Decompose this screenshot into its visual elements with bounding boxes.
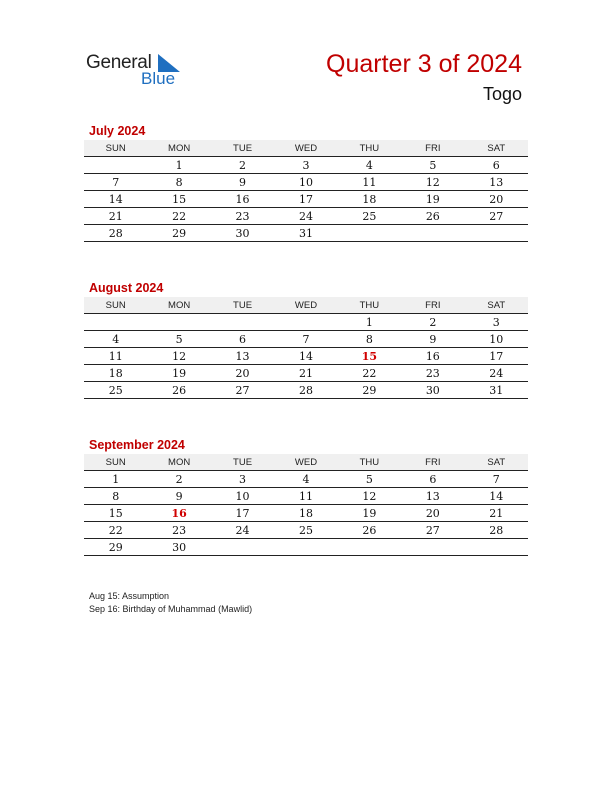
day-cell: 1 xyxy=(84,471,147,488)
day-cell: 5 xyxy=(401,157,464,174)
day-cell: 11 xyxy=(84,348,147,365)
month-title: August 2024 xyxy=(89,281,164,295)
weekday-header: WED xyxy=(274,454,337,471)
week-row xyxy=(84,348,528,365)
day-cell: 28 xyxy=(84,225,147,242)
generalblue-logo xyxy=(86,52,196,92)
logo-general-text: General xyxy=(86,52,152,73)
day-cell: 29 xyxy=(147,225,210,242)
weekday-header: MON xyxy=(147,140,210,157)
week-row xyxy=(84,208,528,225)
weekday-header: THU xyxy=(338,297,401,314)
weekday-header: WED xyxy=(274,297,337,314)
day-cell xyxy=(274,539,337,556)
day-cell: 26 xyxy=(147,382,210,399)
day-cell: 27 xyxy=(401,522,464,539)
day-cell: 24 xyxy=(211,522,274,539)
day-cell: 3 xyxy=(465,314,528,331)
day-cell: 16 xyxy=(401,348,464,365)
day-cell: 18 xyxy=(338,191,401,208)
day-cell: 8 xyxy=(147,174,210,191)
day-cell: 5 xyxy=(338,471,401,488)
day-cell xyxy=(465,225,528,242)
day-cell: 9 xyxy=(211,174,274,191)
day-cell: 31 xyxy=(274,225,337,242)
day-cell: 14 xyxy=(274,348,337,365)
day-cell xyxy=(147,314,210,331)
day-cell: 7 xyxy=(465,471,528,488)
weekday-header: FRI xyxy=(401,140,464,157)
week-row xyxy=(84,191,528,208)
day-cell: 6 xyxy=(211,331,274,348)
day-cell: 2 xyxy=(147,471,210,488)
day-cell xyxy=(274,314,337,331)
day-cell: 25 xyxy=(274,522,337,539)
day-cell: 27 xyxy=(465,208,528,225)
day-cell xyxy=(84,157,147,174)
page-title: Quarter 3 of 2024 xyxy=(326,50,522,78)
day-cell xyxy=(401,539,464,556)
day-cell: 23 xyxy=(211,208,274,225)
week-row xyxy=(84,174,528,191)
day-cell: 12 xyxy=(401,174,464,191)
day-cell: 22 xyxy=(84,522,147,539)
weekday-header: TUE xyxy=(211,454,274,471)
weekday-header: SUN xyxy=(84,297,147,314)
week-row xyxy=(84,488,528,505)
weekday-header-row xyxy=(84,140,528,157)
month-title: September 2024 xyxy=(89,438,185,452)
day-cell xyxy=(401,225,464,242)
day-cell: 15 xyxy=(147,191,210,208)
day-cell: 8 xyxy=(338,331,401,348)
day-cell: 11 xyxy=(338,174,401,191)
day-cell: 4 xyxy=(274,471,337,488)
month-august xyxy=(84,279,528,399)
day-cell: 15 xyxy=(338,348,401,365)
week-row xyxy=(84,365,528,382)
day-cell: 16 xyxy=(147,505,210,522)
day-cell: 22 xyxy=(338,365,401,382)
country-name: Togo xyxy=(482,84,522,104)
day-cell: 13 xyxy=(401,488,464,505)
day-cell: 3 xyxy=(211,471,274,488)
day-cell: 10 xyxy=(465,331,528,348)
day-cell: 21 xyxy=(465,505,528,522)
day-cell: 20 xyxy=(401,505,464,522)
day-cell: 6 xyxy=(465,157,528,174)
month-september xyxy=(84,436,528,556)
day-cell: 13 xyxy=(211,348,274,365)
day-cell: 7 xyxy=(274,331,337,348)
day-cell: 1 xyxy=(338,314,401,331)
day-cell: 30 xyxy=(211,225,274,242)
holiday-notes xyxy=(89,590,252,616)
week-row xyxy=(84,225,528,242)
day-cell xyxy=(338,225,401,242)
weekday-header-row xyxy=(84,297,528,314)
week-row xyxy=(84,471,528,488)
day-cell: 5 xyxy=(147,331,210,348)
calendar-table xyxy=(84,454,528,556)
weekday-header: SAT xyxy=(465,454,528,471)
day-cell: 10 xyxy=(211,488,274,505)
day-cell: 14 xyxy=(465,488,528,505)
weekday-header: MON xyxy=(147,297,210,314)
day-cell: 9 xyxy=(401,331,464,348)
day-cell: 6 xyxy=(401,471,464,488)
weekday-header: FRI xyxy=(401,297,464,314)
day-cell: 7 xyxy=(84,174,147,191)
weekday-header: MON xyxy=(147,454,210,471)
day-cell: 14 xyxy=(84,191,147,208)
day-cell: 26 xyxy=(401,208,464,225)
day-cell: 29 xyxy=(338,382,401,399)
day-cell: 30 xyxy=(401,382,464,399)
day-cell: 9 xyxy=(147,488,210,505)
weekday-header-row xyxy=(84,454,528,471)
day-cell: 12 xyxy=(147,348,210,365)
calendar-table xyxy=(84,140,528,242)
day-cell: 12 xyxy=(338,488,401,505)
day-cell: 25 xyxy=(84,382,147,399)
day-cell: 20 xyxy=(211,365,274,382)
holiday-note: Aug 15: Assumption xyxy=(89,591,170,601)
day-cell: 3 xyxy=(274,157,337,174)
weekday-header: SAT xyxy=(465,140,528,157)
day-cell: 4 xyxy=(84,331,147,348)
logo-blue-text: Blue xyxy=(141,69,176,88)
day-cell: 2 xyxy=(211,157,274,174)
day-cell: 24 xyxy=(465,365,528,382)
week-row xyxy=(84,331,528,348)
week-row xyxy=(84,522,528,539)
weekday-header: TUE xyxy=(211,297,274,314)
day-cell: 19 xyxy=(147,365,210,382)
day-cell xyxy=(211,314,274,331)
weekday-header: FRI xyxy=(401,454,464,471)
day-cell: 22 xyxy=(147,208,210,225)
week-row xyxy=(84,382,528,399)
week-row xyxy=(84,157,528,174)
weekday-header: SUN xyxy=(84,454,147,471)
day-cell: 21 xyxy=(84,208,147,225)
week-row xyxy=(84,539,528,556)
day-cell: 19 xyxy=(338,505,401,522)
day-cell xyxy=(338,539,401,556)
weekday-header: TUE xyxy=(211,140,274,157)
day-cell: 26 xyxy=(338,522,401,539)
week-row xyxy=(84,314,528,331)
weekday-header: SAT xyxy=(465,297,528,314)
day-cell: 19 xyxy=(401,191,464,208)
day-cell: 31 xyxy=(465,382,528,399)
weekday-header: WED xyxy=(274,140,337,157)
day-cell: 11 xyxy=(274,488,337,505)
holiday-note: Sep 16: Birthday of Muhammad (Mawlid) xyxy=(89,604,253,614)
day-cell: 17 xyxy=(274,191,337,208)
day-cell: 20 xyxy=(465,191,528,208)
day-cell: 28 xyxy=(465,522,528,539)
day-cell: 17 xyxy=(211,505,274,522)
day-cell: 16 xyxy=(211,191,274,208)
weekday-header: THU xyxy=(338,454,401,471)
calendar-table xyxy=(84,297,528,399)
day-cell: 15 xyxy=(84,505,147,522)
day-cell xyxy=(211,539,274,556)
day-cell: 8 xyxy=(84,488,147,505)
month-july xyxy=(84,122,528,242)
day-cell xyxy=(84,314,147,331)
day-cell: 30 xyxy=(147,539,210,556)
day-cell: 25 xyxy=(338,208,401,225)
day-cell: 10 xyxy=(274,174,337,191)
day-cell: 23 xyxy=(401,365,464,382)
weekday-header: SUN xyxy=(84,140,147,157)
day-cell: 28 xyxy=(274,382,337,399)
month-title: July 2024 xyxy=(89,124,146,138)
day-cell: 2 xyxy=(401,314,464,331)
weekday-header: THU xyxy=(338,140,401,157)
day-cell: 18 xyxy=(84,365,147,382)
week-row xyxy=(84,505,528,522)
day-cell: 29 xyxy=(84,539,147,556)
day-cell: 1 xyxy=(147,157,210,174)
day-cell: 4 xyxy=(338,157,401,174)
day-cell: 27 xyxy=(211,382,274,399)
day-cell: 17 xyxy=(465,348,528,365)
day-cell: 24 xyxy=(274,208,337,225)
day-cell: 13 xyxy=(465,174,528,191)
day-cell xyxy=(465,539,528,556)
day-cell: 18 xyxy=(274,505,337,522)
day-cell: 23 xyxy=(147,522,210,539)
day-cell: 21 xyxy=(274,365,337,382)
